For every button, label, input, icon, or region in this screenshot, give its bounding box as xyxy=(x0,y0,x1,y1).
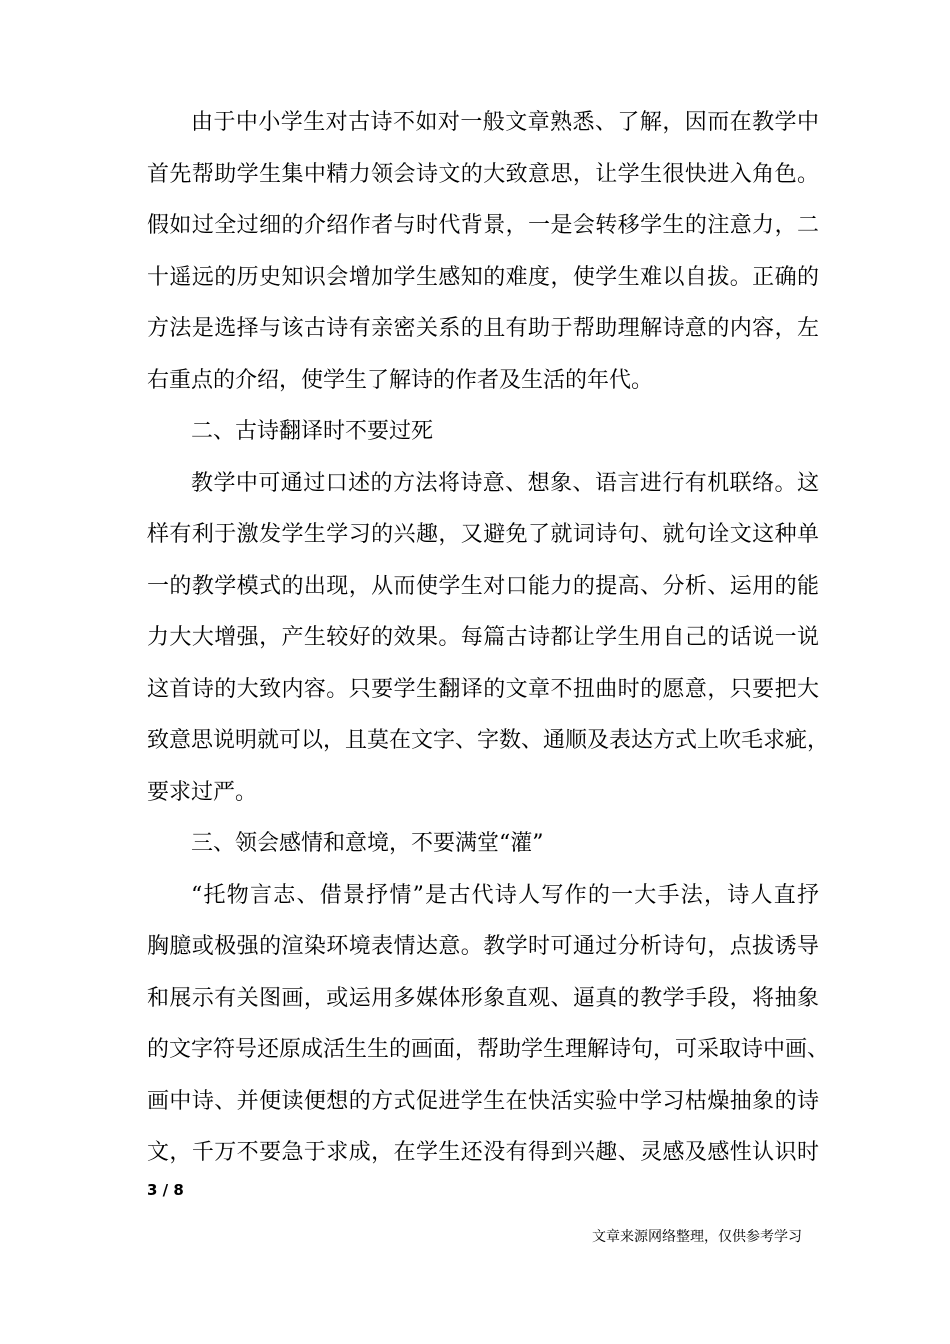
section-heading: 二、古诗翻译时不要过死 xyxy=(191,419,434,444)
text-line: 和展示有关图画，或运用多媒体形象直观、逼真的教学手段，将抽象 xyxy=(147,985,819,1011)
footer-note: 文章来源网络整理，仅供参考学习 xyxy=(592,1229,802,1245)
text-line: 右重点的介绍，使学生了解诗的作者及生活的年代。 xyxy=(147,367,654,393)
text-line: 由于中小学生对古诗不如对一般文章熟悉、了解，因而在教学中 xyxy=(191,110,819,135)
text-line: 方法是选择与该古诗有亲密关系的且有助于帮助理解诗意的内容，左 xyxy=(147,316,819,341)
text-line: 致意思说明就可以，且莫在文字、字数、通顺及表达方式上吹毛求疵， xyxy=(147,728,830,753)
text-line: “托物言志、借景抒情”是古代诗人写作的一大手法，诗人直抒 xyxy=(191,882,819,908)
text-line: 这首诗的大致内容。只要学生翻译的文章不扭曲时的愿意，只要把大 xyxy=(147,676,819,702)
body-text xyxy=(147,97,830,1179)
text-line: 教学中可通过口述的方法将诗意、想象、语言进行有机联络。这 xyxy=(191,470,819,496)
page-number: 3 / 8 xyxy=(147,1181,184,1199)
text-line: 样有利于激发学生学习的兴趣，又避免了就词诗句、就句诠文这种单 xyxy=(147,522,819,547)
text-line: 一的教学模式的出现，从而使学生对口能力的提高、分析、运用的能 xyxy=(147,573,819,599)
text-line: 画中诗、并便读便想的方式促进学生在快活实验中学习枯燥抽象的诗 xyxy=(147,1088,819,1114)
text-line: 十遥远的历史知识会增加学生感知的难度，使学生难以自拔。正确的 xyxy=(147,264,819,290)
text-line: 要求过严。 xyxy=(147,779,258,805)
text-line: 首先帮助学生集中精力领会诗文的大致意思，让学生很快进入角色。 xyxy=(147,161,819,187)
text-line: 力大大增强，产生较好的效果。每篇古诗都让学生用自己的话说一说 xyxy=(147,625,819,650)
section-heading: 三、领会感情和意境，不要满堂“灌” xyxy=(191,831,544,856)
text-line: 假如过全过细的介绍作者与时代背景，一是会转移学生的注意力，二 xyxy=(147,213,819,238)
text-line: 胸臆或极强的渲染环境表情达意。教学时可通过分析诗句，点拔诱导 xyxy=(147,934,819,959)
text-line: 的文字符号还原成活生生的画面，帮助学生理解诗句，可采取诗中画、 xyxy=(147,1037,830,1062)
text-line: 文，千万不要急于求成，在学生还没有得到兴趣、灵感及感性认识时 xyxy=(147,1140,819,1165)
